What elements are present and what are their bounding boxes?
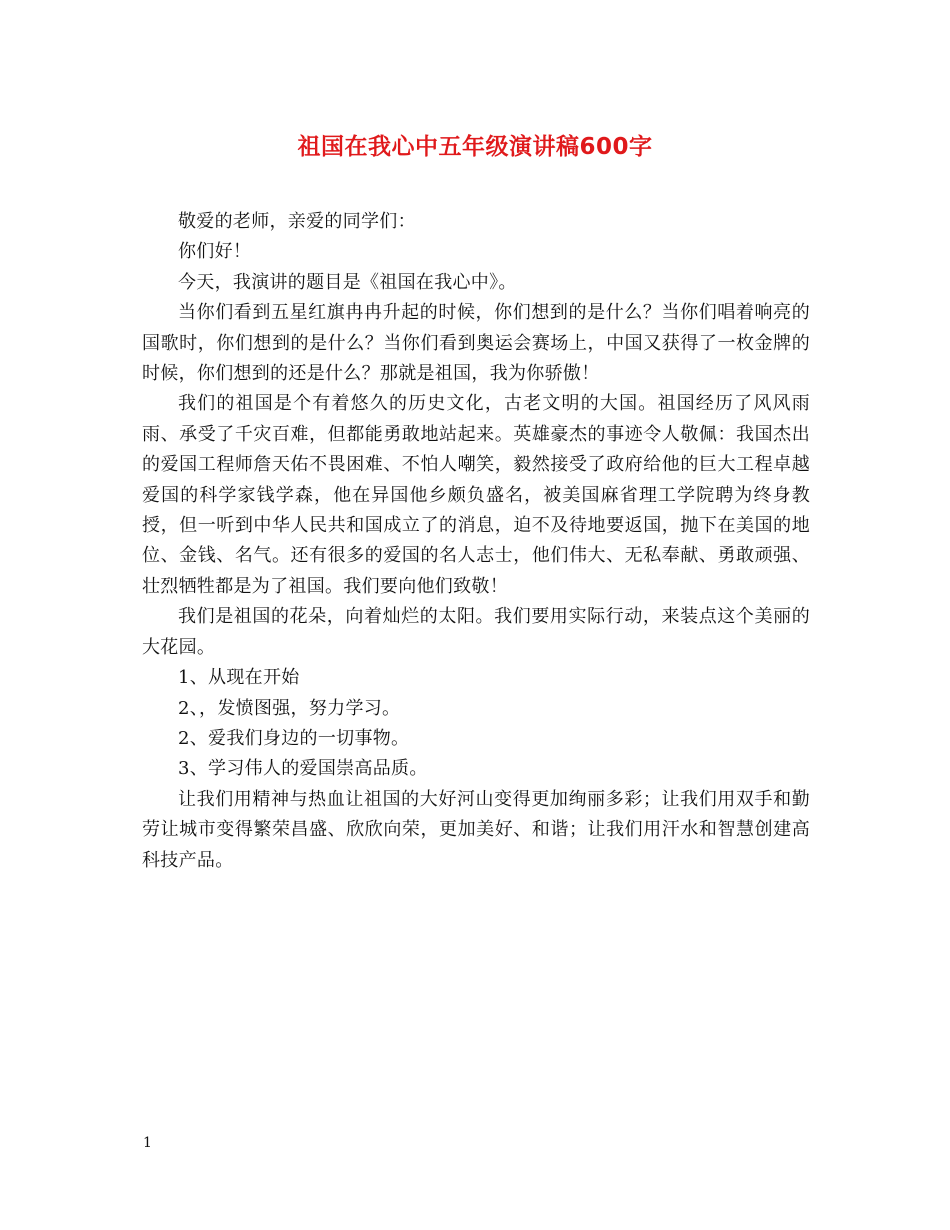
paragraph-closing: 让我们用精神与热血让祖国的大好河山变得更加绚丽多彩；让我们用双手和勤劳让城市变得繁荣昌盛、欣欣向荣，更加美好、和谐；让我们用汗水和智慧创建高科技产品。 [142, 788, 810, 871]
paragraph-greeting: 敬爱的老师，亲爱的同学们： [178, 211, 416, 232]
document-body [142, 207, 810, 876]
list-item: 3、学习伟人的爱国崇高品质。 [178, 758, 428, 780]
paragraph-hello: 你们好！ [178, 241, 252, 263]
paragraph-history: 我们的祖国是个有着悠久的历史文化，古老文明的大国。祖国经历了风风雨雨、承受了千灾百难，但都能勇敢地站起来。英雄豪杰的事迹令人敬佩：我国杰出的爱国工程师詹天佑不畏困难、不怕人嘲笑，毅然接受了政府给他的巨大工程卓越爱国的科学家钱学森，他在异国他乡颇负盛名，被美国麻省理工学院聘为终身教授，但一听到中华人民共和国成立了的消息，迫不及待地要返国，抛下在美国的地位、金钱、名气。还有很多的爱国的名人志士，他们伟大、无私奉献、勇敢顽强、壮烈牺牲都是为了祖国。我们要向他们致敬！ [142, 393, 810, 597]
list-item: 2、，发愤图强，努力学习。 [178, 697, 401, 719]
paragraph-flowers: 我们是祖国的花朵，向着灿烂的太阳。我们要用实际行动，来装点这个美丽的大花园。 [142, 606, 810, 658]
list-item: 2、爱我们身边的一切事物。 [178, 727, 410, 749]
paragraph-topic: 今天，我演讲的题目是《祖国在我心中》。 [178, 271, 517, 293]
paragraph-flag: 当你们看到五星红旗冉冉升起的时候，你们想到的是什么？当你们唱着响亮的国歌时，你们想到的是什么？当你们看到奥运会赛场上，中国又获得了一枚金牌的时候，你们想到的还是什么？那就是祖国，我为你骄傲！ [142, 302, 810, 385]
list-item: 1、从现在开始 [178, 667, 300, 689]
page-title: 祖国在我心中五年级演讲稿600字 [297, 134, 653, 160]
page-number: 1 [143, 1135, 152, 1151]
